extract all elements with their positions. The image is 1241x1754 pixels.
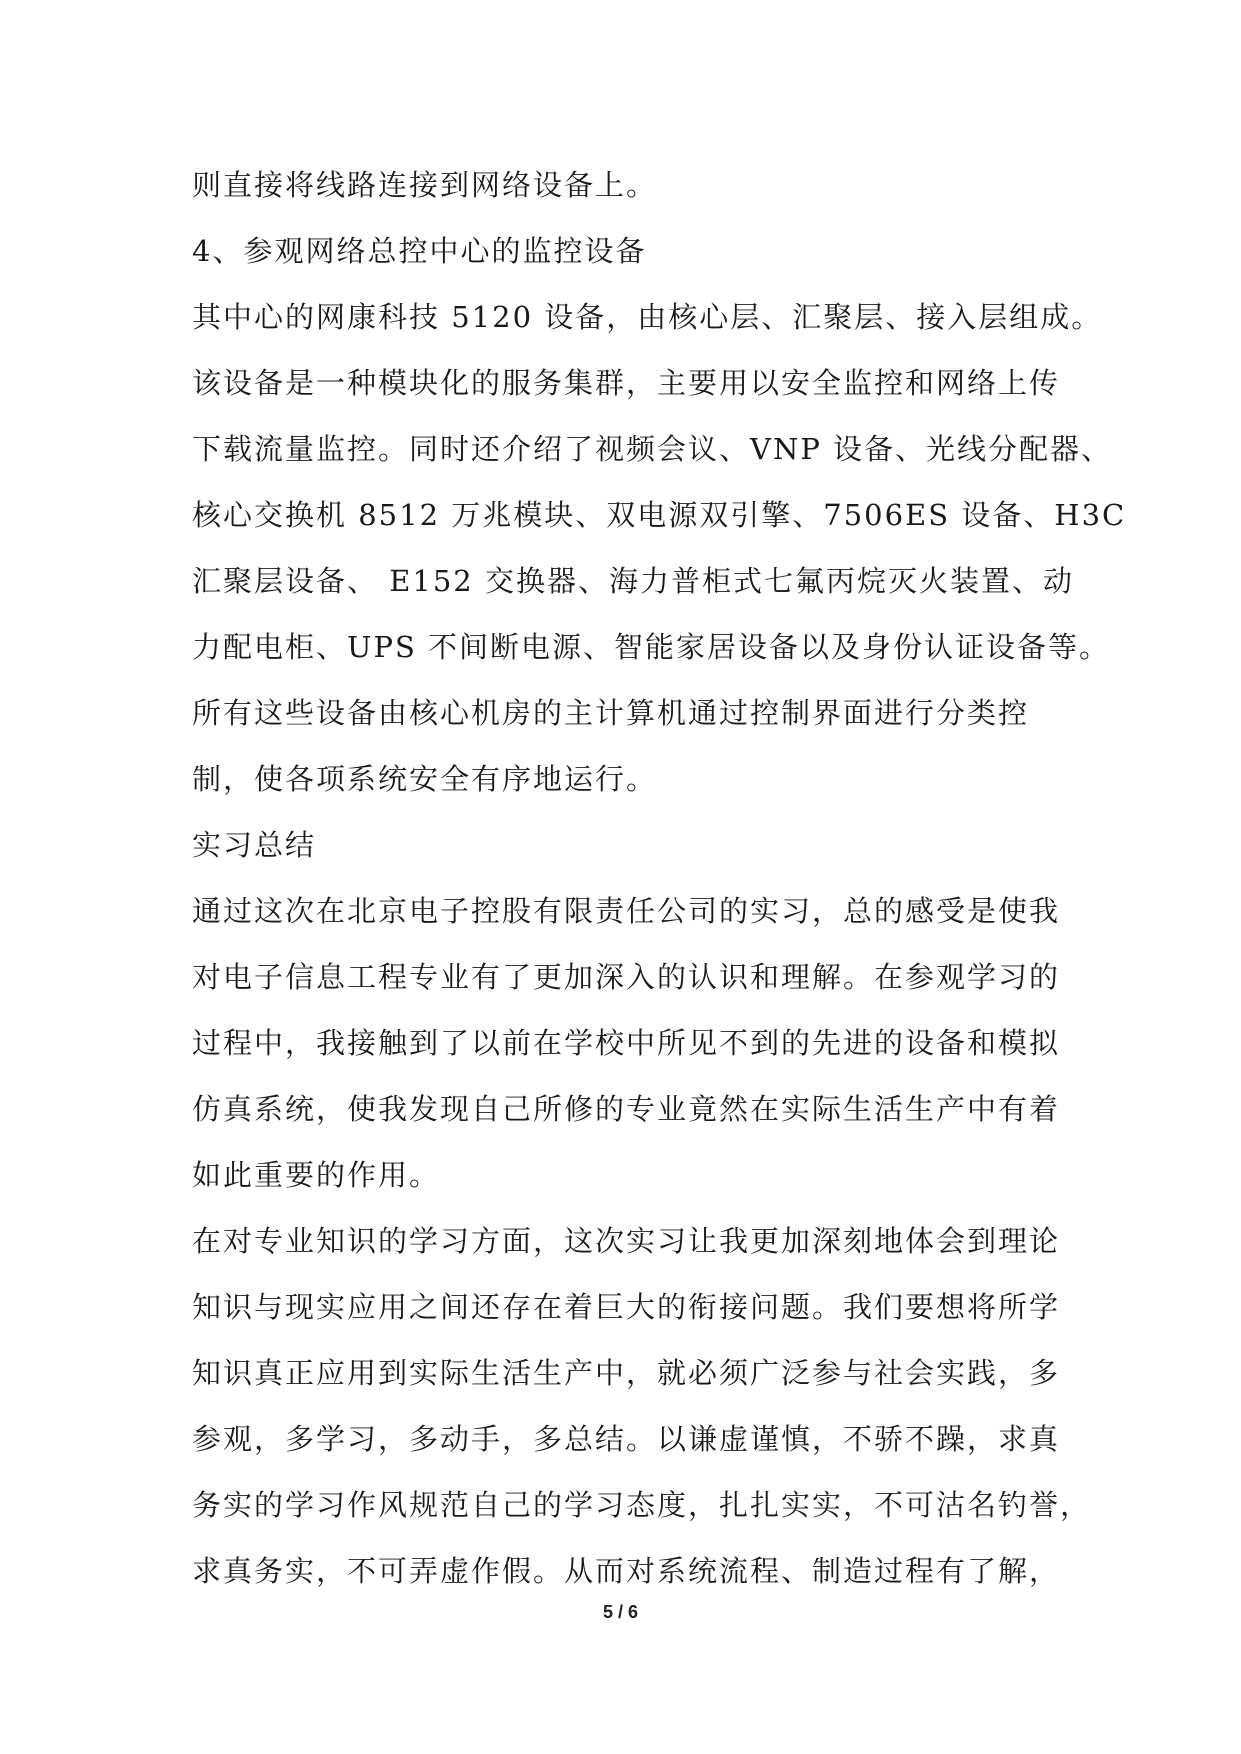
text-line: 力配电柜、UPS 不间断电源、智能家居设备以及身份认证设备等。 <box>192 630 1111 664</box>
text-line: 通过这次在北京电子控股有限责任公司的实习，总的感受是使我 <box>192 894 1061 928</box>
text-line: 务实的学习作风规范自己的学习态度，扎扎实实，不可沽名钓誉， <box>192 1488 1092 1522</box>
text-line: 知识真正应用到实际生活生产中，就必须广泛参与社会实践，多 <box>192 1356 1061 1390</box>
document-body <box>192 152 1127 1604</box>
section-heading: 实习总结 <box>192 828 317 862</box>
text-line: 过程中，我接触到了以前在学校中所见不到的先进的设备和模拟 <box>192 1026 1061 1060</box>
text-line: 知识与现实应用之间还存在着巨大的衔接问题。我们要想将所学 <box>192 1290 1061 1324</box>
text-line: 其中心的网康科技 5120 设备，由核心层、汇聚层、接入层组成。 <box>192 300 1103 334</box>
text-line: 该设备是一种模块化的服务集群，主要用以安全监控和网络上传 <box>192 366 1061 400</box>
text-line: 仿真系统，使我发现自己所修的专业竟然在实际生活生产中有着 <box>192 1092 1061 1126</box>
text-line: 核心交换机 8512 万兆模块、双电源双引擎、7506ES 设备、H3C <box>192 498 1127 532</box>
text-line: 参观，多学习，多动手，多总结。以谦虚谨慎，不骄不躁，求真 <box>192 1422 1061 1456</box>
page-number: 5 / 6 <box>602 1602 639 1622</box>
text-line: 在对专业知识的学习方面，这次实习让我更加深刻地体会到理论 <box>192 1224 1061 1258</box>
text-line: 制，使各项系统安全有序地运行。 <box>192 762 658 796</box>
text-line: 如此重要的作用。 <box>192 1158 441 1192</box>
text-line: 所有这些设备由核心机房的主计算机通过控制界面进行分类控 <box>192 696 1030 730</box>
text-line: 下载流量监控。同时还介绍了视频会议、VNP 设备、光线分配器、 <box>192 432 1113 466</box>
text-line: 则直接将线路连接到网络设备上。 <box>192 168 658 202</box>
text-line: 对电子信息工程专业有了更加深入的认识和理解。在参观学习的 <box>192 960 1061 994</box>
section-heading: 4、参观网络总控中心的监控设备 <box>192 234 647 268</box>
text-line: 汇聚层设备、 E152 交换器、海力普柜式七氟丙烷灭火装置、动 <box>192 564 1074 598</box>
text-line: 求真务实，不可弄虚作假。从而对系统流程、制造过程有了解， <box>192 1554 1061 1588</box>
